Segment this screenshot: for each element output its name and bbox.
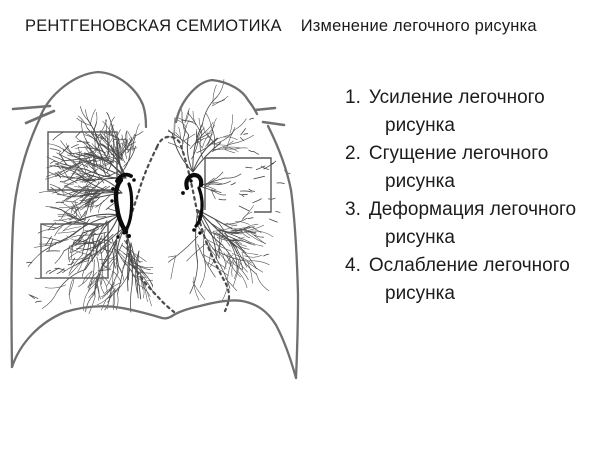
clavicle-lines — [13, 106, 284, 125]
highlight-rectangles — [41, 132, 271, 278]
item-line-1 — [345, 252, 576, 280]
item-line-2: рисунка — [385, 171, 455, 192]
item-text: Сгущение легочного — [368, 143, 549, 164]
chest-xray-diagram — [10, 60, 330, 385]
vessels-right-lung — [134, 79, 290, 302]
item-line-1 — [345, 84, 576, 112]
title-sub: Изменение легочного рисунка — [300, 17, 537, 35]
item-line-2: рисунка — [385, 227, 455, 248]
slide-title — [25, 17, 537, 36]
item-line-1 — [345, 140, 576, 168]
list-item — [345, 84, 576, 140]
item-number: 4. — [345, 255, 361, 276]
list-item — [345, 196, 576, 252]
item-line-1 — [345, 196, 576, 224]
title-main: РЕНТГЕНОВСКАЯ СЕМИОТИКА — [25, 17, 282, 35]
list-item — [345, 140, 576, 196]
item-number: 3. — [345, 199, 361, 220]
hilum-left — [111, 175, 135, 239]
item-number: 2. — [345, 143, 361, 164]
item-line-2: рисунка — [385, 115, 455, 136]
item-line-2: рисунка — [385, 283, 455, 304]
list-item — [345, 252, 576, 308]
item-text: Усиление легочного — [368, 87, 545, 108]
item-number: 1. — [345, 87, 361, 108]
item-text: Деформация легочного — [368, 199, 577, 220]
lung-outline — [11, 72, 298, 378]
item-text: Ослабление легочного — [368, 255, 570, 276]
lung-pattern-list — [345, 84, 576, 308]
